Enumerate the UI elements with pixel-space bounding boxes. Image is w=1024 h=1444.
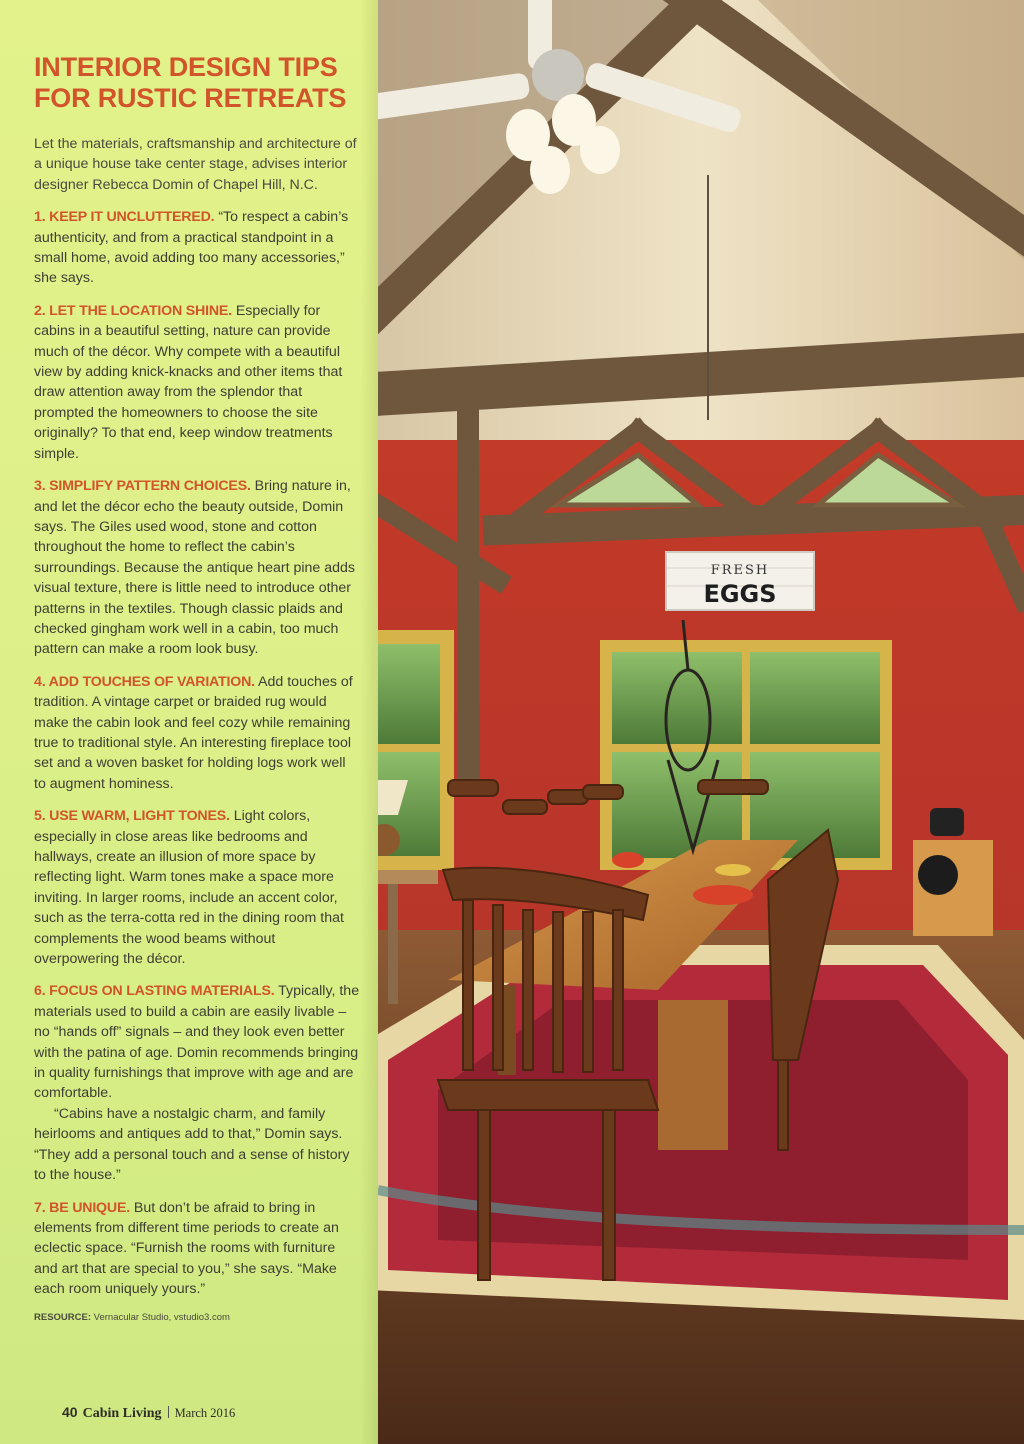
tip-4-body: Add touches of tradition. A vintage carpet or braided rug would make the cabin look and feel cozy while remaining true to traditional style. An interesting fireplace tool set and a woven basket for holding logs work well to augment hominess. (34, 673, 353, 792)
folio-divider (168, 1406, 169, 1418)
tip-2 (34, 301, 360, 464)
article-title (34, 52, 360, 114)
tip-6-head: 6. FOCUS ON LASTING MATERIALS. (34, 983, 275, 1000)
title-line-2: FOR RUSTIC RETREATS (34, 83, 347, 113)
tip-5-head: 5. USE WARM, LIGHT TONES. (34, 808, 230, 825)
tip-3-body: Bring nature in, and let the décor echo the beauty outside, Domin says. The Giles used wood, stone and cotton throughout the home to reflect the cabin’s surroundings. Because the antique heart pine adds visual texture, there is little need to introduce other patterns in the textiles. Though classic plaids and checked gingham work well in a cabin, too much pattern can make a room look busy. (34, 478, 356, 658)
resource-text: Vernacular Studio, vstudio3.com (91, 1311, 230, 1323)
sign-line-2: EGGS (703, 580, 777, 608)
tip-3-head: 3. SIMPLIFY PATTERN CHOICES. (34, 478, 251, 495)
tip-2-head: 2. LET THE LOCATION SHINE. (34, 302, 232, 319)
dining-room-photo (378, 0, 1024, 1444)
resource-label: RESOURCE: (34, 1311, 92, 1323)
sign-line-1: FRESH (710, 563, 770, 578)
tip-6-body: Typically, the materials used to build a cabin are easily livable – no “hands off” signals – and they look even better with the patina of age. Domin recommends bringing in quality furnishings that improve with age and are comfortable. (34, 983, 360, 1102)
tip-1 (34, 207, 360, 289)
tip-3 (34, 476, 360, 660)
window-right (600, 640, 892, 870)
tip-4-head: 4. ADD TOUCHES OF VARIATION. (34, 673, 255, 690)
text-column (0, 0, 378, 1444)
title-line-1: INTERIOR DESIGN TIPS (34, 52, 338, 82)
tip-1-head: 1. KEEP IT UNCLUTTERED. (34, 209, 215, 226)
article-intro: Let the materials, craftsmanship and architecture of a unique house take center stage, advises interior designer Rebecca Domin of Chapel Hill, N.C. (34, 136, 357, 193)
tip-6 (34, 981, 360, 1103)
page-folio (62, 1404, 235, 1422)
tip-5 (34, 806, 360, 969)
tip-7-head: 7. BE UNIQUE. (34, 1199, 130, 1216)
tip-4 (34, 672, 360, 794)
resource-credit (34, 1312, 360, 1324)
issue-date: March 2016 (174, 1406, 236, 1420)
domin-quote: “Cabins have a nostalgic charm, and family heirlooms and antiques add to that,” Domin says. “They add a personal touch and a sense of history to the house.” (34, 1105, 350, 1184)
tip-2-body: Especially for cabins in a beautiful setting, nature can provide much of the décor. Why compete with a beautiful view by adding knick-knacks and other items that draw attention away from the splendor that prompted the homeowners to choose the site originally? To that end, keep window treatments simple. (34, 302, 343, 462)
tip-7 (34, 1198, 360, 1300)
tip-7-body: But don’t be afraid to bring in elements from different time periods to create an eclectic space. “Furnish the rooms with furniture and art that are special to you,” she says. “Make each room uniquely yours.” (34, 1199, 339, 1298)
tip-6-block (34, 981, 360, 1185)
magazine-name: Cabin Living (82, 1406, 162, 1421)
tip-5-body: Light colors, especially in close areas like bedrooms and hallways, create an illusion of more space by reflecting light. Warm tones make a space more inviting. In larger rooms, include an accent color, such as the terra-cotta red in the dining room that complements the wood beams without overpowering the décor. (34, 808, 344, 968)
page-number: 40 (62, 1404, 78, 1420)
tip-1-body: “To respect a cabin’s authenticity, and from a practical standpoint in a small home, avoid adding too many accessories,” she says. (34, 209, 349, 287)
fresh-eggs-sign (666, 552, 814, 610)
